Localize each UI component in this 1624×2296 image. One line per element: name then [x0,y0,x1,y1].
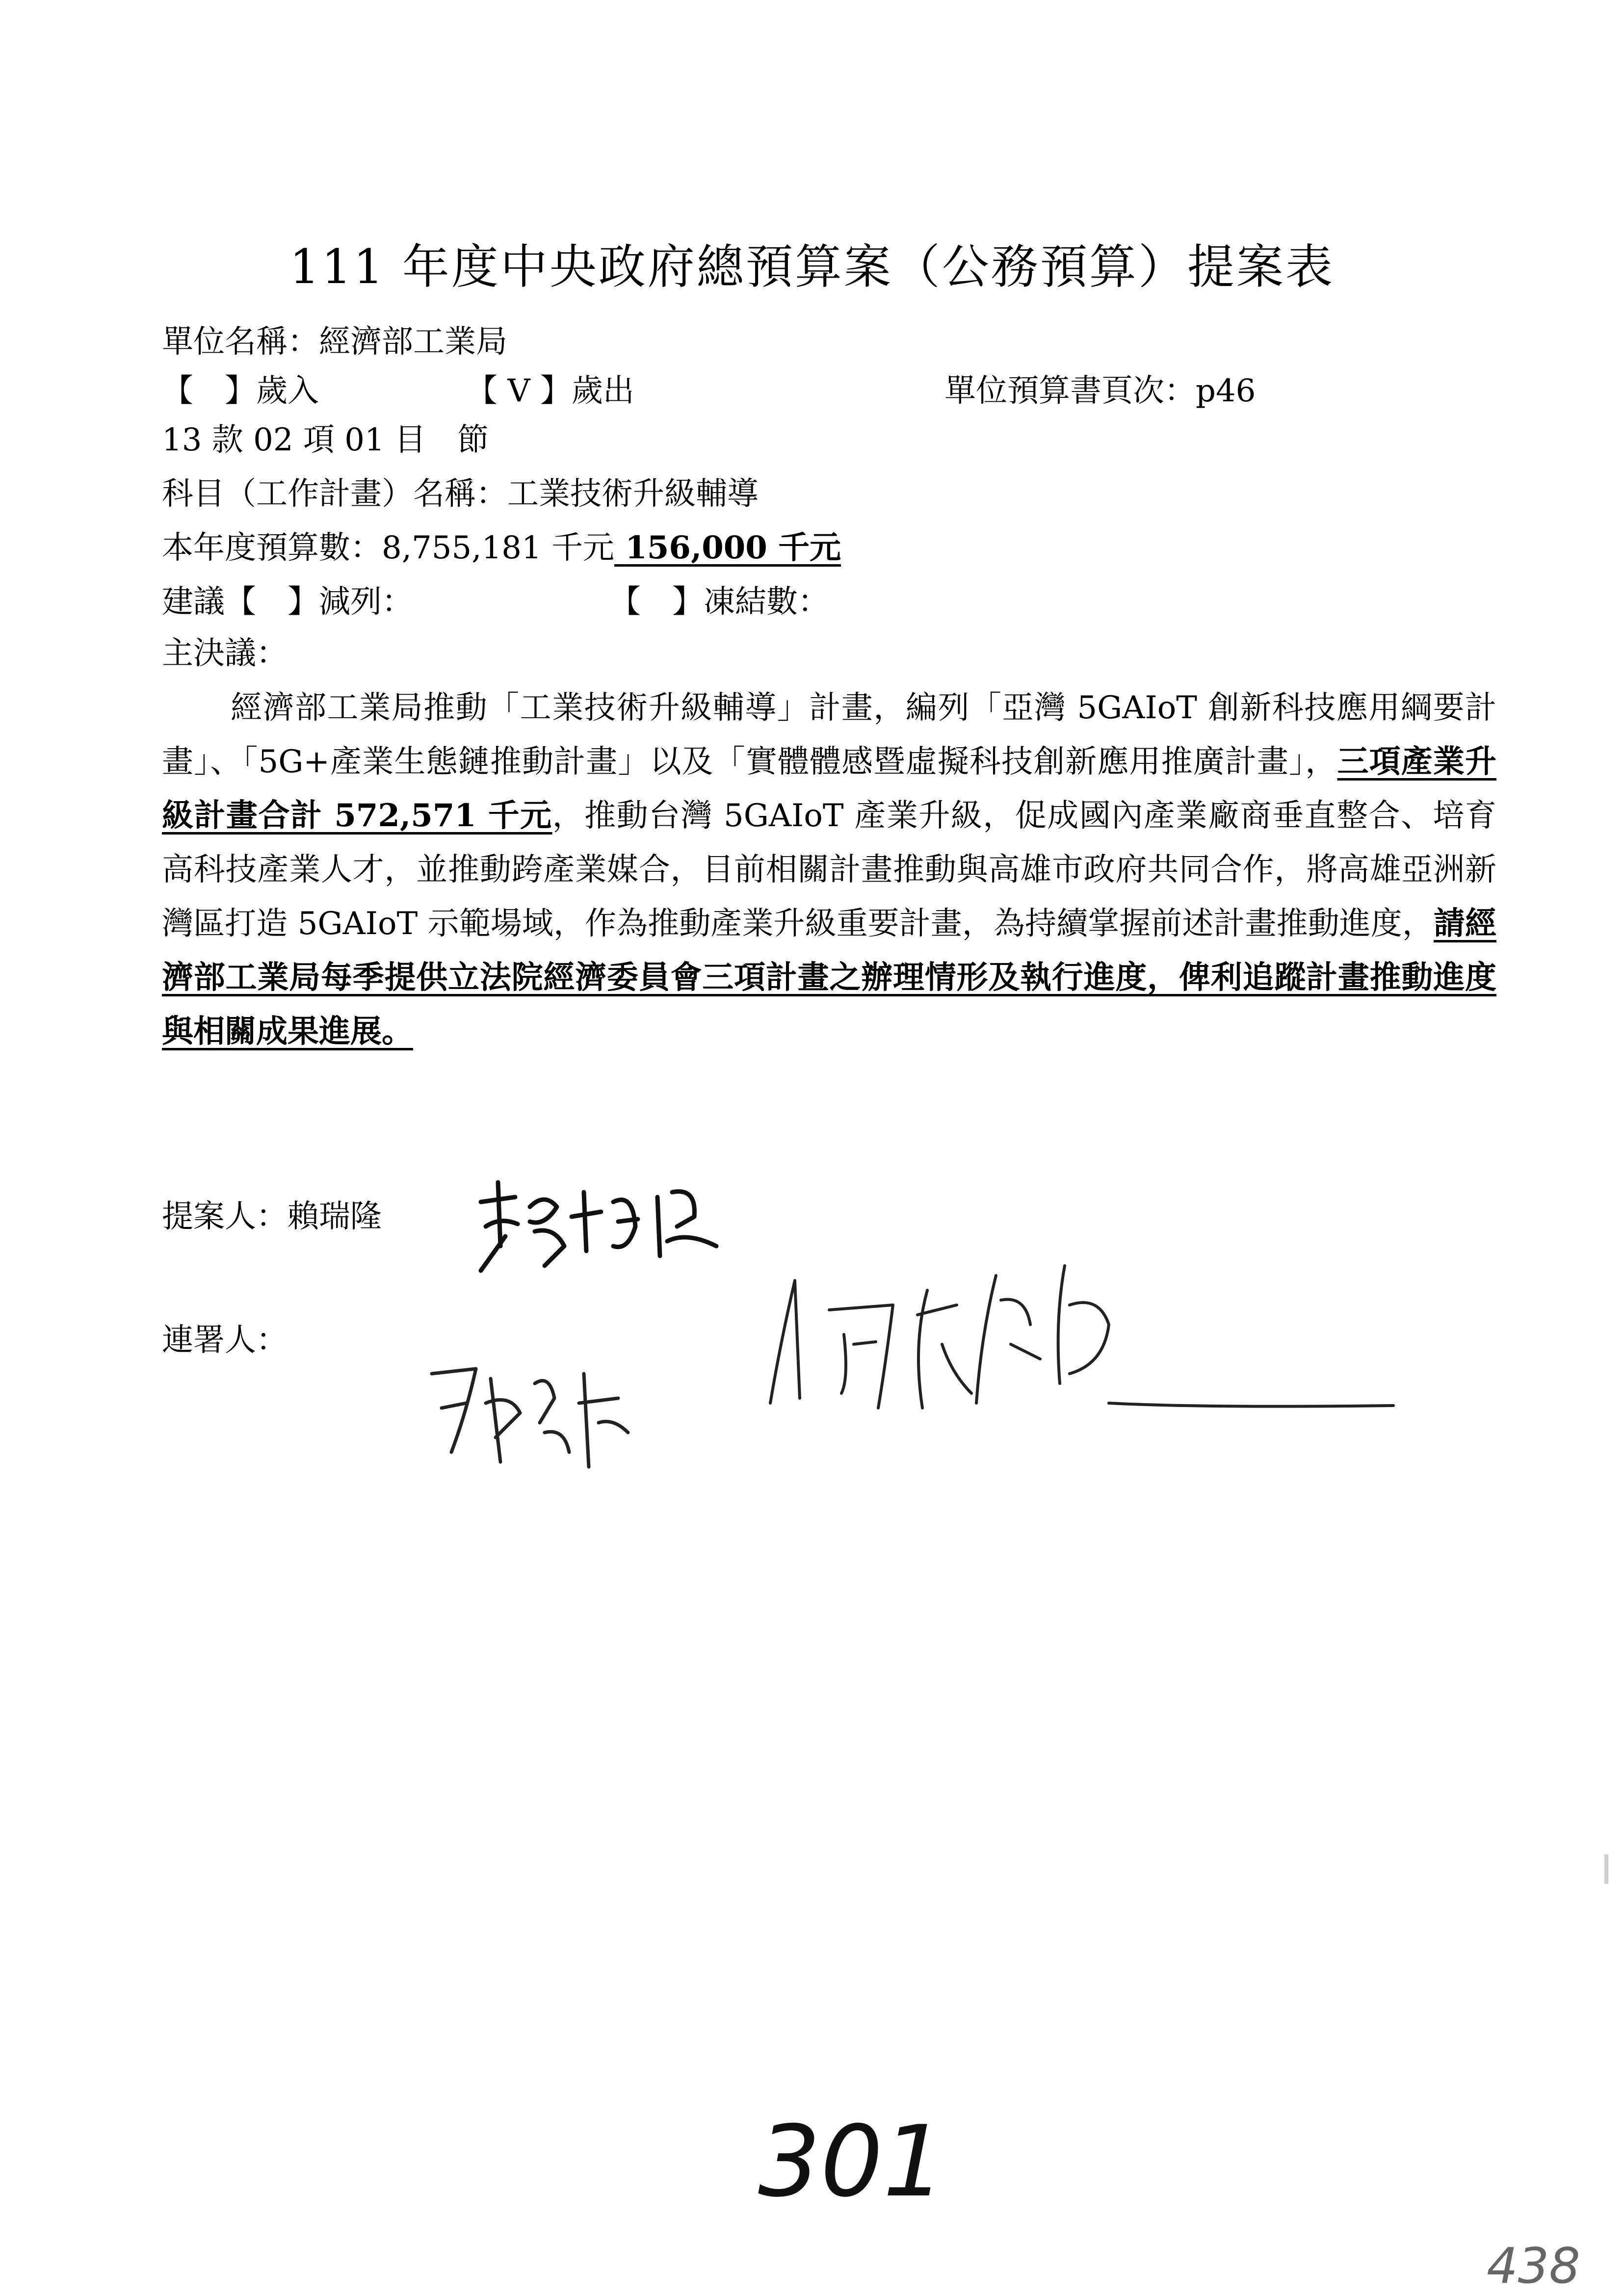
budget-label: 本年度預算數： [162,530,382,566]
unit-value: 經濟部工業局 [319,324,507,360]
corner-page-number: 438 [1487,2237,1580,2295]
page-title: 111 年度中央政府總預算案（公務預算）提案表 [289,239,1335,294]
unit-row [162,326,507,358]
proposer-row [162,1199,382,1235]
subject-label: 科目（工作計畫）名稱： [162,476,507,512]
freeze-field: 【 】凍結數： [609,584,829,620]
budget-row [162,529,841,566]
proposer-label: 提案人： [162,1199,288,1235]
unit-label: 單位名稱： [162,324,319,360]
cosigner-signature-1 [765,1246,1403,1442]
type-row [162,375,634,407]
cosigner-signature-2 [422,1354,648,1482]
resolution-text-1: 經濟部工業局推動「工業技術升級輔導」計畫，編列「亞灣 5GAIoT 創新科技應用綱要計畫」、「5G+產業生態鏈推動計畫」以及「實體體感暨虛擬科技創新應用推廣計畫」， [162,690,1496,780]
proposer-name: 賴瑞隆 [288,1199,382,1235]
proposal-row [162,586,829,618]
subject-value: 工業技術升級輔導 [507,476,759,512]
resolution-text-2: ，推動台灣 5GAIoT 產業升級，促成國內產業廠商垂直整合、培育高科技產業人才，並推動跨產業媒合，目前相關計畫推動與高雄市政府共同合作，將高雄亞洲新灣區打造 5GAIoT 示範場域，作為推動產業升級重要計畫，為持續掌握前述計畫推動進度， [162,798,1497,942]
resolution-body [162,681,1496,1059]
reduce-field: 建議【 】減列： [162,584,413,620]
proposer-signature [471,1173,726,1285]
revenue-checkbox: 【 】歲入 [162,373,319,409]
budget-sub-amount: 156,000 千元 [625,529,841,566]
budget-amount: 8,755,181 千元 [382,530,615,566]
expenditure-checkbox: 【 V 】歲出 [466,373,634,409]
section-row: 13 款 02 項 01 目 節 [162,422,489,458]
resolution-highlight-total: 三項產業升級計畫合計 572,571 千元 [162,743,1497,834]
budget-page-reference: 單位預算書頁次：p46 [944,373,1256,409]
subject-row [162,478,759,510]
cosigner-label: 連署人： [162,1322,288,1358]
resolution-label: 主決議： [162,635,288,672]
scan-margin-mark [1604,1854,1608,1884]
page-number: 301 [758,2105,945,2219]
resolution-highlight-request: 請經濟部工業局每季提供立法院經濟委員會三項計畫之辦理情形及執行進度，俾利追蹤計畫推動進度與相關成果進展。 [162,905,1497,1050]
